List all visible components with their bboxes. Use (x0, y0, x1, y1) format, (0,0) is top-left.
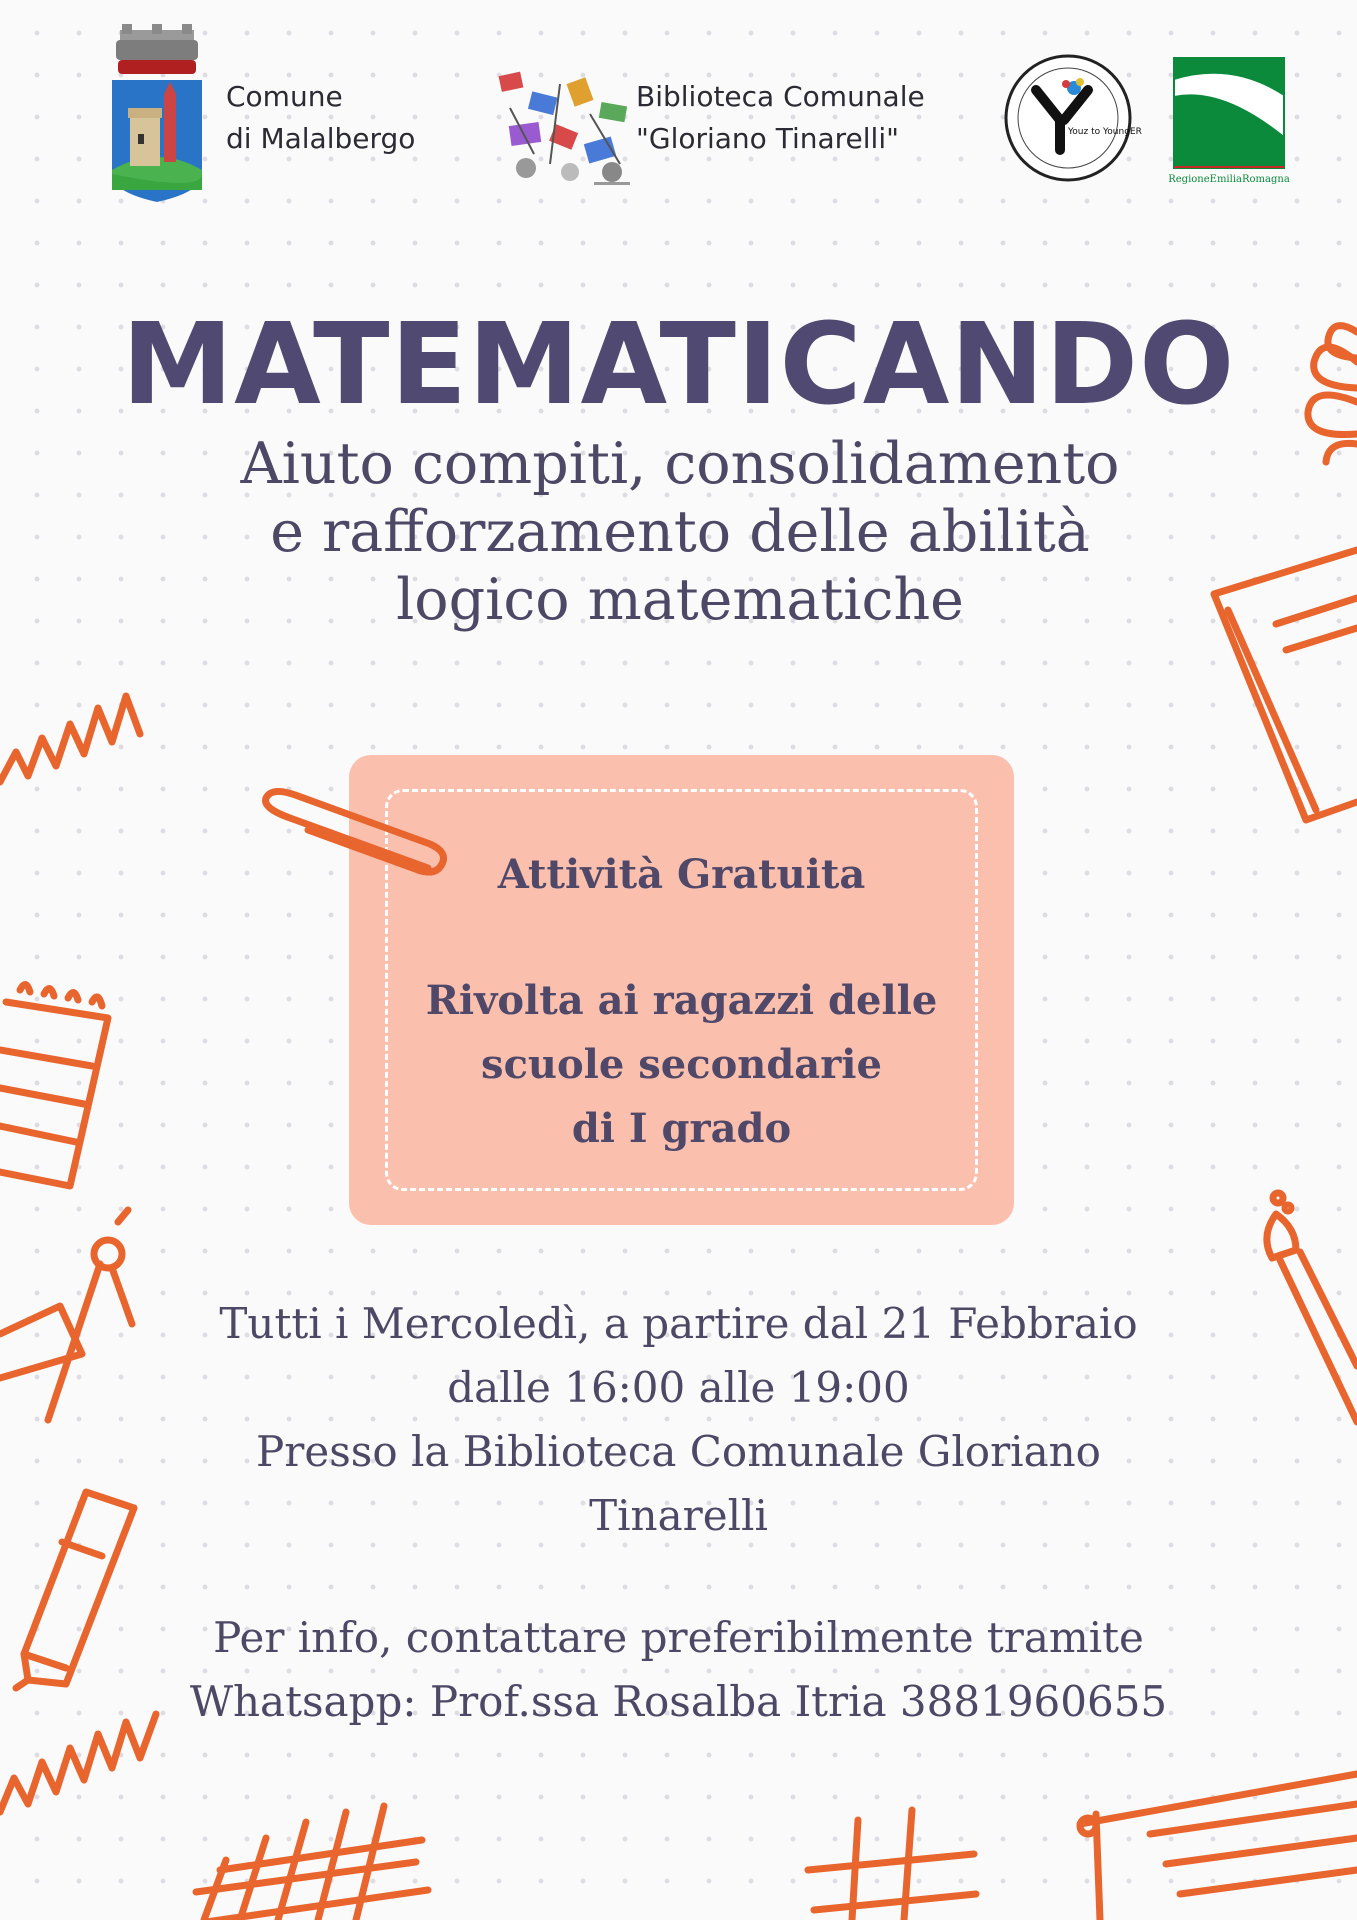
library-name-line2: "Gloriano Tinarelli" (636, 122, 899, 155)
paintbrush-doodle-icon (1242, 1190, 1357, 1430)
squiggle-doodle-icon (0, 1700, 160, 1820)
subtitle-line: logico matematiche (396, 567, 964, 633)
regione-emilia-romagna-logo-icon (1168, 56, 1290, 186)
page-title: MATEMATICANDO (121, 300, 1236, 430)
notebook-doodle-icon (1206, 540, 1357, 820)
comune-name-line2: di Malalbergo (226, 122, 416, 155)
schedule-hours: dalle 16:00 alle 19:00 (447, 1363, 910, 1412)
squiggle-doodle-icon (0, 656, 145, 806)
hash-doodle-icon (196, 1800, 436, 1920)
comune-coat-of-arms-icon (108, 24, 206, 204)
subtitle-line: Aiuto compiti, consolidamento (240, 431, 1120, 497)
card-audience-line: scuole secondarie (481, 1041, 882, 1088)
comune-name-line1: Comune (226, 80, 343, 113)
region-logo-label: RegioneEmiliaRomagna (1168, 174, 1290, 185)
contact-block (40, 1606, 1317, 1734)
notepad-doodle-icon (0, 966, 120, 1196)
card-audience-line: di I grado (571, 1105, 792, 1152)
paperclip-icon (258, 790, 448, 890)
hash-doodle-icon (808, 1800, 978, 1920)
card-free-activity: Attività Gratuita (497, 851, 866, 898)
card-audience-line: Rivolta ai ragazzi delle (425, 977, 938, 1024)
library-name-line1: Biblioteca Comunale (636, 80, 925, 113)
spiral-doodle-icon (1262, 322, 1357, 462)
ruler-doodle-icon (1070, 1764, 1357, 1920)
yty-logo-label: Youz to YoungER (1068, 127, 1142, 137)
subtitle (80, 430, 1280, 634)
youz-to-younger-logo-icon (1004, 54, 1142, 182)
schedule-block (40, 1292, 1317, 1548)
schedule-days: Tutti i Mercoledì, a partire dal 21 Febbraio (219, 1299, 1138, 1348)
schedule-location-cont: Tinarelli (589, 1491, 768, 1540)
subtitle-line: e rafforzamento delle abilità (270, 499, 1090, 565)
schedule-location: Presso la Biblioteca Comunale Gloriano (256, 1427, 1101, 1476)
compass-doodle-icon (0, 1214, 150, 1424)
pencil-doodle-icon (6, 1484, 136, 1694)
library-illustration-icon (490, 64, 642, 192)
info-card (349, 755, 1014, 1225)
contact-whatsapp: Whatsapp: Prof.ssa Rosalba Itria 3881960655 (189, 1677, 1168, 1726)
contact-line: Per info, contattare preferibilmente tramite (213, 1613, 1144, 1662)
